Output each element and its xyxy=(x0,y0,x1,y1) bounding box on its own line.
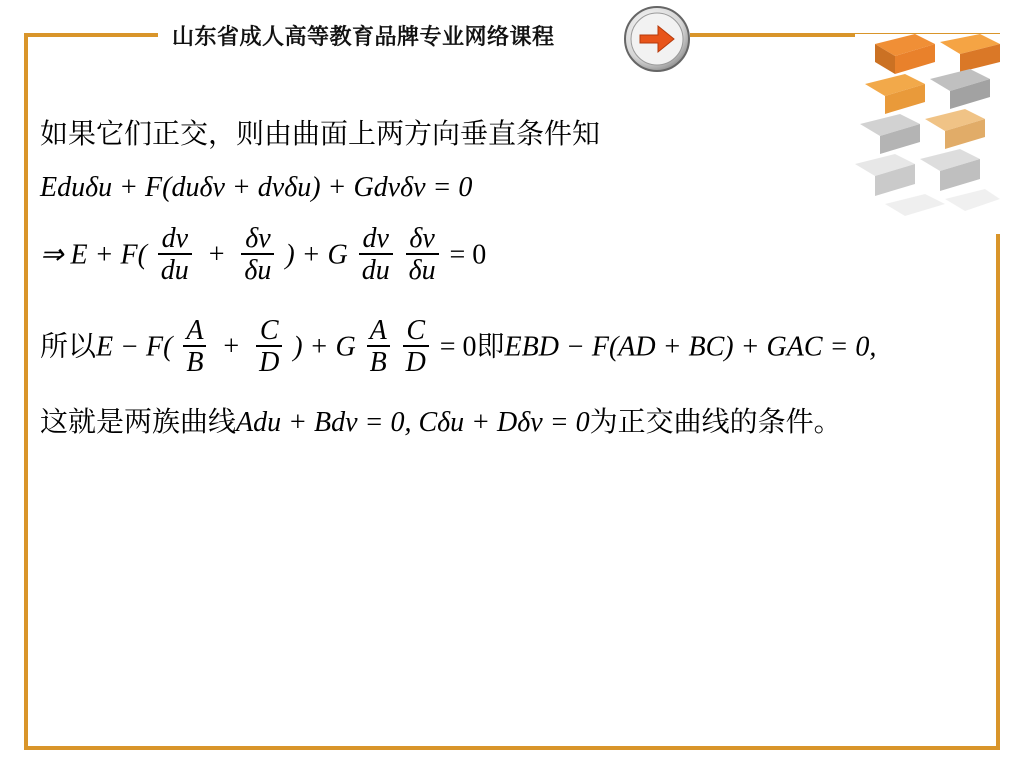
course-title: 山东省成人高等教育品牌专业网络课程 xyxy=(172,25,555,50)
arrow-right-icon xyxy=(622,4,692,74)
next-slide-button[interactable] xyxy=(622,4,692,74)
fraction-dv-du-2: $\frac{dv}{du}$ xyxy=(359,224,393,288)
frame-left xyxy=(24,33,28,750)
intro-text: 如果它们正交，则由曲面上两方向垂直条件知 xyxy=(40,117,601,150)
derived-prefix: ⇒ E + F( xyxy=(40,239,147,271)
fraction-dv-du: $\frac{dv}{du}$ xyxy=(158,224,192,288)
frame-top-left xyxy=(24,33,158,37)
frame-bottom xyxy=(24,746,1000,750)
fraction-deltav-deltau-2: $\frac{\delta v}{\delta u}$ xyxy=(406,224,439,288)
condition-equation: 所以E − F( $\frac{A}{B}$ + $\frac{C}{D}$ ) + G $\frac{A}{B}$ $\frac{C}{D}$ = 0即EBD − F(AD + BC) + GAC = 0, xyxy=(40,315,877,379)
fraction-a-b-2: $\frac{A}{B}$ xyxy=(367,316,390,380)
fraction-deltav-deltau: $\frac{\delta v}{\delta u}$ xyxy=(241,224,274,288)
fraction-c-d-2: $\frac{C}{D}$ xyxy=(403,316,429,380)
decorative-blocks-image xyxy=(855,34,1000,234)
conclusion-text: 这就是两族曲线Adu + Bdv = 0, Cδu + Dδv = 0为正交曲线的条件。 xyxy=(40,405,842,438)
fraction-c-d: $\frac{C}{D}$ xyxy=(256,316,282,380)
orthogonality-equation: Eduδu + F(duδv + dvδu) + Gdvδv = 0 xyxy=(40,172,473,203)
derived-equation: ⇒ E + F( $\frac{dv}{du}$ + $\frac{\delta v}{\delta u}$ ) + G $\frac{dv}{du}$ $\frac{\delta v}{\delta u}$ = 0 xyxy=(40,223,487,287)
fraction-a-b: $\frac{A}{B}$ xyxy=(183,316,206,380)
